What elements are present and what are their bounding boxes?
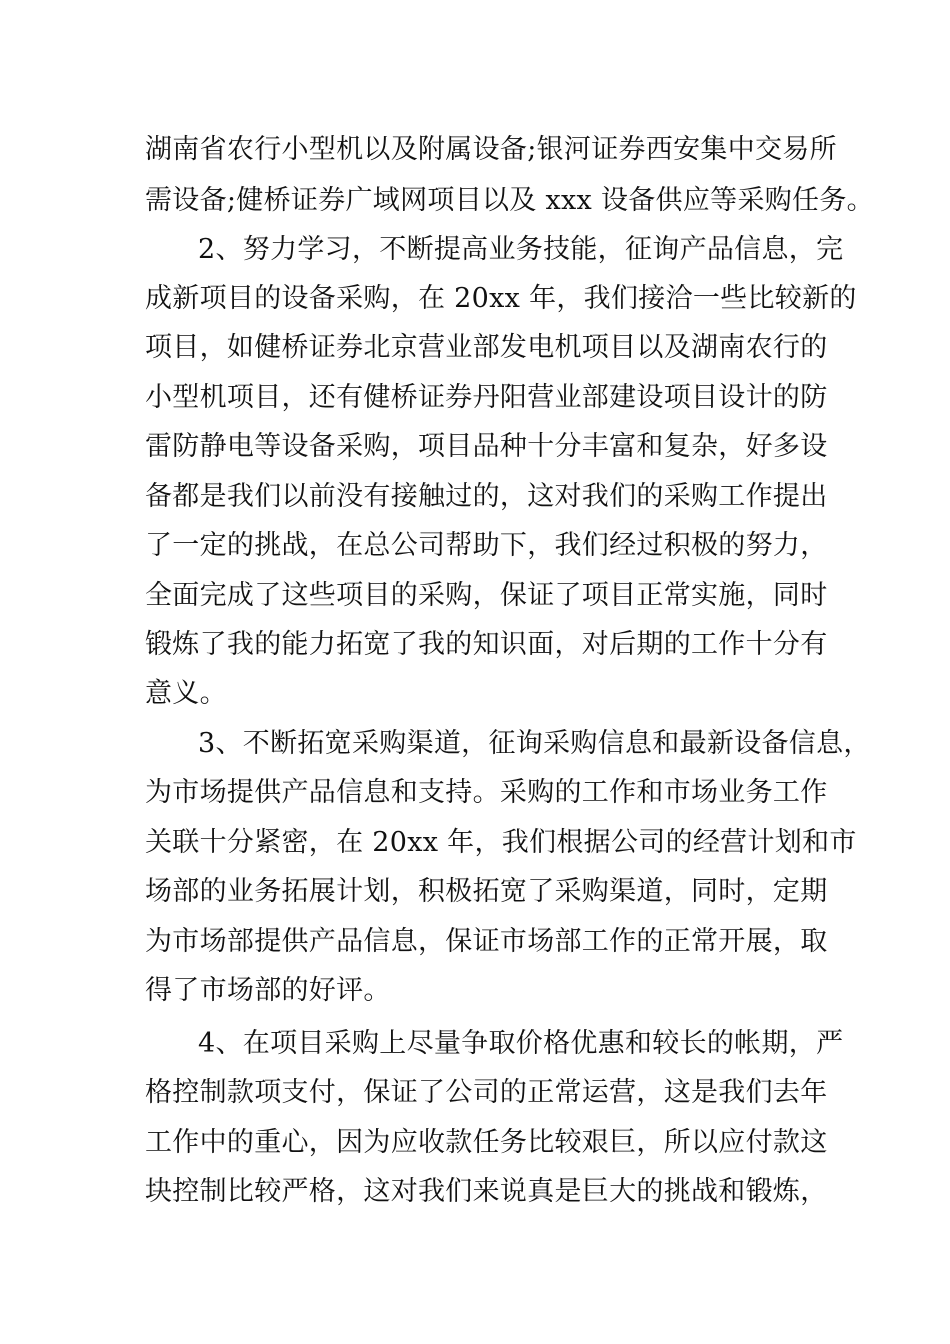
text-line: 意义。: [145, 678, 227, 709]
text-line: 湖南省农行小型机以及附属设备;银河证券西安集中交易所: [145, 134, 837, 165]
text-line: 锻炼了我的能力拓宽了我的知识面，对后期的工作十分有: [145, 629, 828, 660]
text-line: 成新项目的设备采购，在 20xx 年，我们接洽一些比较新的: [145, 283, 857, 314]
text-line: 小型机项目，还有健桥证券丹阳营业部建设项目设计的防: [145, 382, 828, 413]
text-line: 得了市场部的好评。: [145, 975, 391, 1006]
paragraph-2-start: 2、努力学习，不断提高业务技能，征询产品信息，完: [198, 234, 844, 265]
text-line: 工作中的重心，因为应收款任务比较艰巨，所以应付款这: [145, 1127, 828, 1158]
text-line: 场部的业务拓展计划，积极拓宽了采购渠道，同时，定期: [145, 876, 828, 907]
text-line: 关联十分紧密，在 20xx 年，我们根据公司的经营计划和市: [145, 827, 857, 858]
text-line: 备都是我们以前没有接触过的，这对我们的采购工作提出: [145, 481, 828, 512]
text-line: 为市场提供产品信息和支持。采购的工作和市场业务工作: [145, 777, 828, 808]
paragraph-4-start: 4、在项目采购上尽量争取价格优惠和较长的帐期，严: [198, 1028, 844, 1059]
text-line: 雷防静电等设备采购，项目品种十分丰富和复杂，好多设: [145, 431, 828, 462]
text-line: 为市场部提供产品信息，保证市场部工作的正常开展，取: [145, 926, 828, 957]
text-line: 全面完成了这些项目的采购，保证了项目正常实施，同时: [145, 580, 828, 611]
text-line: 项目，如健桥证券北京营业部发电机项目以及湖南农行的: [145, 332, 828, 363]
text-line: 了一定的挑战，在总公司帮助下，我们经过积极的努力，: [145, 530, 828, 561]
text-line: 需设备;健桥证券广域网项目以及 xxx 设备供应等采购任务。: [145, 185, 874, 216]
text-line: 块控制比较严格，这对我们来说真是巨大的挑战和锻炼，: [145, 1176, 828, 1207]
paragraph-3-start: 3、不断拓宽采购渠道，征询采购信息和最新设备信息，: [198, 728, 871, 759]
text-line: 格控制款项支付，保证了公司的正常运营，这是我们去年: [145, 1077, 828, 1108]
